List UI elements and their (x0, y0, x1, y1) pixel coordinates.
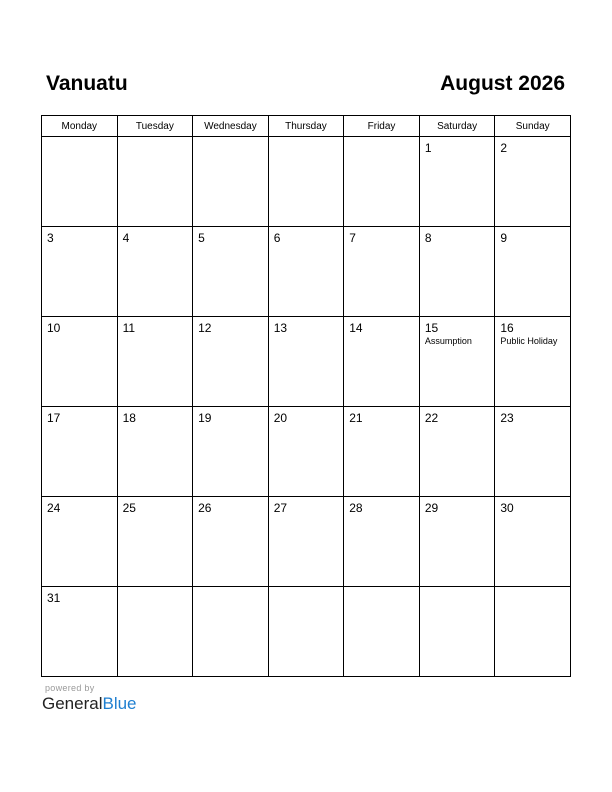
day-number: 30 (500, 501, 514, 515)
day-number: 8 (424, 231, 432, 245)
day-cell (419, 227, 495, 317)
day-cell (268, 587, 344, 677)
day-number: 22 (424, 411, 439, 425)
weekday-header: Monday (42, 116, 118, 137)
day-cell (42, 497, 118, 587)
day-cell (268, 137, 344, 227)
week-row (42, 317, 571, 407)
day-number: 5 (198, 231, 205, 245)
day-number: 27 (273, 501, 288, 515)
day-cell (344, 137, 420, 227)
day-cell (495, 587, 571, 677)
day-cell (117, 317, 193, 407)
calendar-month-title: August 2026 (440, 72, 565, 95)
day-number: 15 (424, 321, 439, 335)
day-cell (42, 227, 118, 317)
day-number: 29 (424, 501, 439, 515)
day-cell (193, 587, 269, 677)
week-row (42, 497, 571, 587)
calendar-country-title: Vanuatu (46, 72, 128, 95)
day-number: 4 (122, 231, 130, 245)
weekday-header-row (42, 116, 571, 137)
day-number: 25 (122, 501, 136, 515)
calendar-grid (41, 115, 571, 677)
day-cell (495, 407, 571, 497)
holiday-label: Public Holiday (500, 336, 558, 346)
week-row (42, 137, 571, 227)
day-cell (495, 137, 571, 227)
day-cell (419, 587, 495, 677)
day-number: 14 (349, 321, 363, 335)
day-cell (344, 317, 420, 407)
day-number: 17 (47, 411, 61, 425)
day-cell (117, 497, 193, 587)
day-cell (268, 497, 344, 587)
day-number: 18 (122, 411, 136, 425)
day-number: 2 (500, 141, 508, 155)
day-number: 13 (273, 321, 288, 335)
day-cell (42, 317, 118, 407)
weekday-header: Tuesday (117, 116, 193, 137)
day-number: 23 (500, 411, 514, 425)
day-cell (495, 497, 571, 587)
week-row (42, 227, 571, 317)
generalblue-logo[interactable] (42, 694, 137, 714)
day-number: 21 (349, 411, 363, 425)
brand-name-general: General (42, 694, 103, 713)
weekday-header: Wednesday (193, 116, 269, 137)
day-number: 12 (198, 321, 212, 335)
day-number: 10 (47, 321, 61, 335)
day-number: 6 (273, 231, 281, 245)
day-cell (344, 227, 420, 317)
day-number: 1 (424, 141, 432, 155)
day-number: 7 (349, 231, 356, 245)
day-cell (193, 137, 269, 227)
day-cell (117, 407, 193, 497)
week-row (42, 407, 571, 497)
day-number: 31 (47, 591, 61, 605)
weekday-header: Sunday (495, 116, 571, 137)
day-number: 24 (47, 501, 61, 515)
day-cell (268, 227, 344, 317)
day-cell (268, 317, 344, 407)
day-cell (42, 137, 118, 227)
day-cell (193, 317, 269, 407)
day-cell (344, 407, 420, 497)
day-cell (42, 587, 118, 677)
day-cell (495, 227, 571, 317)
day-cell (419, 497, 495, 587)
weekday-header: Thursday (268, 116, 344, 137)
day-cell (344, 497, 420, 587)
day-cell (117, 587, 193, 677)
brand-name-blue: Blue (102, 694, 137, 713)
weekday-header: Friday (344, 116, 420, 137)
weekday-header: Saturday (419, 116, 495, 137)
day-number: 28 (349, 501, 363, 515)
powered-by-label: powered by (45, 683, 95, 693)
day-number: 26 (198, 501, 212, 515)
day-cell (42, 407, 118, 497)
day-number: 11 (122, 321, 136, 335)
day-cell (495, 317, 571, 407)
day-number: 9 (500, 231, 508, 245)
day-cell (344, 587, 420, 677)
day-number: 20 (273, 411, 288, 425)
day-cell (419, 137, 495, 227)
day-number: 16 (500, 321, 514, 335)
day-cell (117, 227, 193, 317)
holiday-label: Assumption (424, 336, 472, 346)
day-number: 19 (198, 411, 212, 425)
day-cell (419, 407, 495, 497)
day-cell (419, 317, 495, 407)
day-cell (117, 137, 193, 227)
day-cell (268, 407, 344, 497)
week-row (42, 587, 571, 677)
day-cell (193, 407, 269, 497)
day-cell (193, 227, 269, 317)
day-number: 3 (47, 231, 54, 245)
day-cell (193, 497, 269, 587)
